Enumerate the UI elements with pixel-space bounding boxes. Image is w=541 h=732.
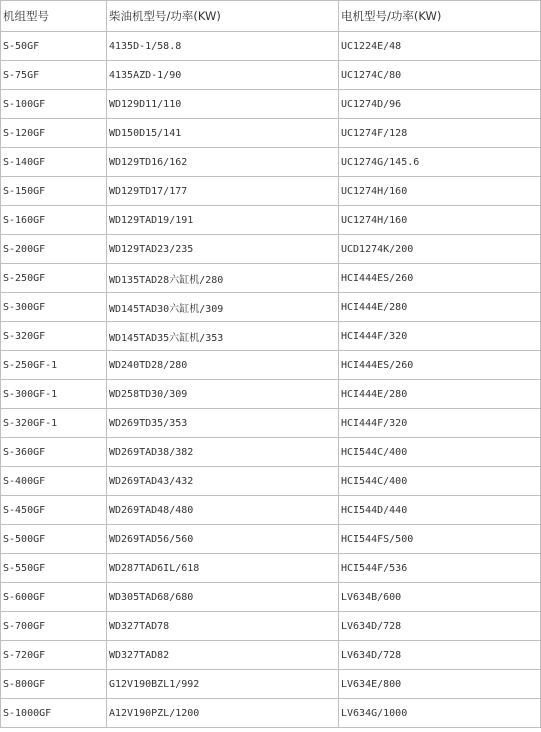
cell-genset-model: S-75GF — [1, 61, 107, 90]
cell-diesel-engine: WD258TD30/309 — [107, 380, 339, 409]
cell-diesel-engine: WD269TAD48/480 — [107, 496, 339, 525]
table-row — [1, 438, 541, 467]
table-row — [1, 32, 541, 61]
cell-genset-model: S-320GF-1 — [1, 409, 107, 438]
cell-genset-model: S-50GF — [1, 32, 107, 61]
table-row — [1, 119, 541, 148]
cell-generator: HCI544FS/500 — [339, 525, 541, 554]
cell-genset-model: S-150GF — [1, 177, 107, 206]
cell-generator: UC1274H/160 — [339, 206, 541, 235]
table-row — [1, 235, 541, 264]
cell-generator: HCI444F/320 — [339, 322, 541, 351]
table-header-row — [1, 1, 541, 32]
cell-diesel-engine: 4135AZD-1/90 — [107, 61, 339, 90]
cell-generator: LV634D/728 — [339, 641, 541, 670]
cell-generator: UC1224E/48 — [339, 32, 541, 61]
cell-genset-model: S-700GF — [1, 612, 107, 641]
cell-genset-model: S-100GF — [1, 90, 107, 119]
cell-genset-model: S-500GF — [1, 525, 107, 554]
cell-generator: UC1274F/128 — [339, 119, 541, 148]
cell-generator: HCI544C/400 — [339, 438, 541, 467]
table-row — [1, 670, 541, 699]
table-row — [1, 90, 541, 119]
cell-genset-model: S-160GF — [1, 206, 107, 235]
cell-generator: UC1274G/145.6 — [339, 148, 541, 177]
table-row — [1, 177, 541, 206]
cell-generator: HCI544C/400 — [339, 467, 541, 496]
table-row — [1, 61, 541, 90]
table-row — [1, 641, 541, 670]
cell-generator: HCI444F/320 — [339, 409, 541, 438]
table-row — [1, 409, 541, 438]
table-row — [1, 322, 541, 351]
cell-diesel-engine: WD129TAD19/191 — [107, 206, 339, 235]
cell-generator: UC1274C/80 — [339, 61, 541, 90]
cell-diesel-engine: WD287TAD6IL/618 — [107, 554, 339, 583]
cell-genset-model: S-200GF — [1, 235, 107, 264]
cell-generator: LV634D/728 — [339, 612, 541, 641]
cell-generator: LV634B/600 — [339, 583, 541, 612]
cell-genset-model: S-120GF — [1, 119, 107, 148]
table-row — [1, 496, 541, 525]
table-body — [1, 32, 541, 728]
cell-diesel-engine: A12V190PZL/1200 — [107, 699, 339, 728]
table-row — [1, 612, 541, 641]
cell-generator: HCI444ES/260 — [339, 264, 541, 293]
table-row — [1, 206, 541, 235]
table-row — [1, 264, 541, 293]
cell-genset-model: S-1000GF — [1, 699, 107, 728]
cell-diesel-engine: WD327TAD78 — [107, 612, 339, 641]
cell-generator: HCI444ES/260 — [339, 351, 541, 380]
cell-genset-model: S-720GF — [1, 641, 107, 670]
cell-genset-model: S-360GF — [1, 438, 107, 467]
cell-diesel-engine: WD327TAD82 — [107, 641, 339, 670]
cell-diesel-engine: G12V190BZL1/992 — [107, 670, 339, 699]
cell-generator: LV634E/800 — [339, 670, 541, 699]
cell-generator: UC1274H/160 — [339, 177, 541, 206]
cell-genset-model: S-140GF — [1, 148, 107, 177]
cell-genset-model: S-600GF — [1, 583, 107, 612]
cell-genset-model: S-450GF — [1, 496, 107, 525]
cell-generator: HCI444E/280 — [339, 293, 541, 322]
cell-diesel-engine: WD129TD16/162 — [107, 148, 339, 177]
table-row — [1, 380, 541, 409]
cell-diesel-engine: WD145TAD35六缸机/353 — [107, 322, 339, 351]
table-row — [1, 293, 541, 322]
cell-diesel-engine: WD129TD17/177 — [107, 177, 339, 206]
header-generator: 电机型号/功率(KW) — [339, 1, 541, 32]
cell-genset-model: S-250GF — [1, 264, 107, 293]
cell-genset-model: S-300GF — [1, 293, 107, 322]
cell-generator: UCD1274K/200 — [339, 235, 541, 264]
cell-genset-model: S-250GF-1 — [1, 351, 107, 380]
cell-diesel-engine: WD305TAD68/680 — [107, 583, 339, 612]
header-genset-model: 机组型号 — [1, 1, 107, 32]
table-row — [1, 699, 541, 728]
cell-generator: LV634G/1000 — [339, 699, 541, 728]
table-row — [1, 554, 541, 583]
cell-diesel-engine: WD240TD28/280 — [107, 351, 339, 380]
cell-diesel-engine: WD269TAD38/382 — [107, 438, 339, 467]
header-diesel-engine: 柴油机型号/功率(KW) — [107, 1, 339, 32]
cell-diesel-engine: WD269TAD56/560 — [107, 525, 339, 554]
cell-diesel-engine: WD135TAD28六缸机/280 — [107, 264, 339, 293]
cell-generator: HCI544D/440 — [339, 496, 541, 525]
cell-generator: UC1274D/96 — [339, 90, 541, 119]
cell-genset-model: S-320GF — [1, 322, 107, 351]
cell-genset-model: S-300GF-1 — [1, 380, 107, 409]
cell-diesel-engine: WD269TAD43/432 — [107, 467, 339, 496]
table-row — [1, 583, 541, 612]
table-row — [1, 525, 541, 554]
table-row — [1, 351, 541, 380]
cell-generator: HCI544F/536 — [339, 554, 541, 583]
table-row — [1, 467, 541, 496]
table-row — [1, 148, 541, 177]
cell-genset-model: S-400GF — [1, 467, 107, 496]
cell-genset-model: S-550GF — [1, 554, 107, 583]
cell-diesel-engine: WD150D15/141 — [107, 119, 339, 148]
cell-diesel-engine: WD129D11/110 — [107, 90, 339, 119]
cell-diesel-engine: 4135D-1/58.8 — [107, 32, 339, 61]
cell-diesel-engine: WD129TAD23/235 — [107, 235, 339, 264]
cell-genset-model: S-800GF — [1, 670, 107, 699]
cell-diesel-engine: WD269TD35/353 — [107, 409, 339, 438]
cell-diesel-engine: WD145TAD30六缸机/309 — [107, 293, 339, 322]
cell-generator: HCI444E/280 — [339, 380, 541, 409]
